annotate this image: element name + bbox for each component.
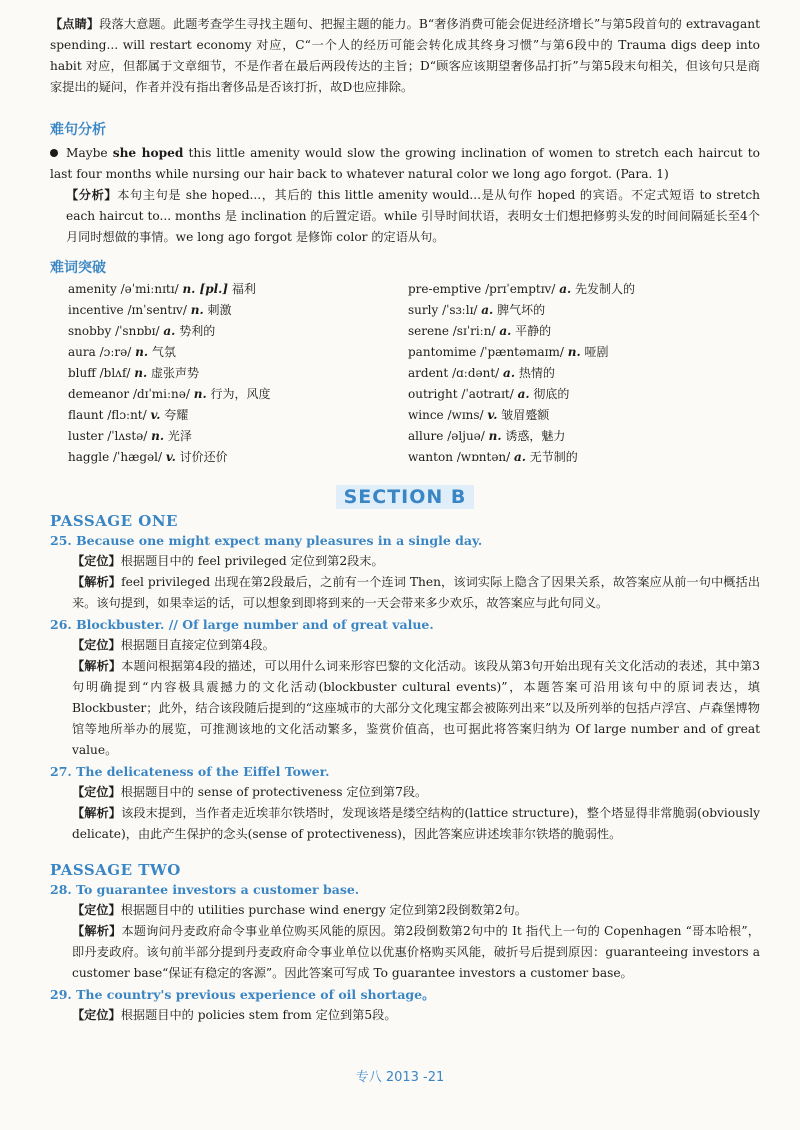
vocab-ipa: /ˈaʊtraɪt/: [461, 387, 514, 401]
bullet-icon: [50, 149, 58, 157]
passage-one-heading: PASSAGE ONE: [50, 512, 178, 530]
locate-text: 根据题目中的 sense of protectiveness 定位到第7段。: [120, 785, 428, 799]
vocab-ipa: /ɪnˈsentɪv/: [127, 303, 187, 317]
explain-text: 本题询问丹麦政府命令事业单位购买风能的原因。第2段倒数第2句中的 It 指代上一句的 Copenhagen “哥本哈根”，即丹麦政府。该句前半部分提到丹麦政府命令事业单位以优惠价格购买风能，破折号后提到原因：guaranteeing investors a customer base“保证有稳定的客源”。因此答案可写成 To guarantee investors a customer base。: [72, 924, 760, 980]
passage-one: [50, 512, 760, 845]
question-27-title: 27. The delicateness of the Eiffel Tower.: [50, 764, 330, 779]
vocab-meaning: 无节制的: [529, 450, 578, 464]
vocab-pos: a.: [481, 303, 494, 317]
explain-tag: 【解析】: [72, 575, 122, 589]
vocab-word: aura: [68, 345, 96, 359]
vocab-meaning: 光泽: [167, 429, 192, 443]
locate-tag: 【定位】: [72, 903, 121, 917]
vocab-ipa: /blʌf/: [99, 366, 131, 380]
q27-locate: [50, 782, 760, 803]
vocab-word: bluff: [68, 366, 96, 380]
vocab-meaning: 讨价还价: [179, 450, 228, 464]
vocab-word: ardent: [408, 366, 449, 380]
vocab-meaning: 彻底的: [533, 387, 570, 401]
vocab-entry: [408, 279, 748, 300]
vocab-entry: [68, 405, 408, 426]
locate-tag: 【定位】: [72, 785, 121, 799]
vocab-entry: [68, 426, 408, 447]
key-point-tag: 【点睛】: [50, 17, 100, 31]
vocab-pos: n. [pl.]: [182, 282, 229, 296]
vocab-meaning: 福利: [231, 282, 256, 296]
vocab-entry: [408, 342, 748, 363]
vocab-pos: a.: [503, 366, 515, 380]
vocab-ipa: /ˈpæntəmaɪm/: [480, 345, 564, 359]
vocab-word: wince: [408, 408, 444, 422]
vocab-pos: a.: [514, 450, 526, 464]
vocab-meaning: 势利的: [179, 324, 216, 338]
vocab-word: luster: [68, 429, 104, 443]
vocab-ipa: /prɪˈemptɪv/: [485, 282, 556, 296]
analysis-tag: 【分析】: [66, 188, 118, 202]
vocabulary-block: [50, 257, 760, 468]
vocab-word: surly: [408, 303, 439, 317]
vocab-meaning: 皱眉蹙额: [501, 408, 550, 422]
q26-locate: [50, 635, 760, 656]
q28-explain: [50, 921, 760, 984]
vocab-ipa: /ˈsnɒbɪ/: [115, 324, 160, 338]
vocab-word: pre-emptive: [408, 282, 482, 296]
vocab-meaning: 热情的: [518, 366, 555, 380]
locate-tag: 【定位】: [72, 638, 121, 652]
vocab-entry: [68, 384, 408, 405]
vocab-entry: [408, 426, 748, 447]
section-b-title-wrap: [50, 486, 760, 508]
vocab-entry: [408, 405, 748, 426]
vocab-pos: v.: [150, 408, 161, 422]
vocab-entry: [68, 363, 408, 384]
vocab-pos: v.: [487, 408, 498, 422]
passage-two-heading: PASSAGE TWO: [50, 861, 181, 879]
locate-text: 根据题目中的 feel privileged 定位到第2段末。: [120, 554, 384, 568]
q26-explain: [50, 656, 760, 761]
vocab-entry: [408, 447, 748, 468]
vocab-ipa: /ˈsɜːlɪ/: [442, 303, 478, 317]
vocab-word: demeanor: [68, 387, 130, 401]
question-28-title: 28. To guarantee investors a customer base.: [50, 882, 360, 897]
top-paragraph: [50, 14, 760, 98]
q29-locate: [50, 1005, 760, 1026]
vocab-word: serene: [408, 324, 449, 338]
vocab-word: pantomime: [408, 345, 477, 359]
locate-tag: 【定位】: [72, 1008, 121, 1022]
vocab-entry: [408, 363, 748, 384]
vocab-ipa: /əˈmiːnɪtɪ/: [120, 282, 179, 296]
page-footer: 专八 2013 -21: [355, 1070, 445, 1085]
sentence-part: this little amenity would slow the growing inclination of women to stretch each haircut to last four months while nursing our hair back to whatever natural color we long ago forgot. (Para. 1): [50, 146, 760, 181]
vocab-pos: a.: [559, 282, 572, 296]
explain-tag: 【解析】: [72, 924, 122, 938]
vocab-meaning: 气氛: [151, 345, 176, 359]
q25-locate: [50, 551, 760, 572]
key-point-text: 段落大意题。此题考查学生寻找主题句、把握主题的能力。B“奢侈消费可能会促进经济增长”与第5段首句的 extravagant spending... will restart economy 对应，C“一个人的经历可能会转化成其终身习惯”与第6段中的 Trauma digs deep into habit 对应，但都属于文章细节，不是作者在最后两段传达的主旨；D“顾客应该期望奢侈品打折”与第5段末句相关，但该句只是商家提出的疑问，作者并没有指出奢侈品是否该打折，故D也应排除。: [50, 17, 760, 94]
vocab-ipa: /əljuə/: [447, 429, 485, 443]
vocab-ipa: /ɔːrə/: [99, 345, 132, 359]
vocab-pos: a.: [499, 324, 512, 338]
vocab-word: snobby: [68, 324, 112, 338]
vocab-word: amenity: [68, 282, 117, 296]
vocabulary-list: [50, 279, 760, 468]
vocab-ipa: /flɔːnt/: [107, 408, 147, 422]
section-title: SECTION B: [336, 485, 475, 509]
vocab-pos: n.: [488, 429, 502, 443]
vocab-word: outright: [408, 387, 458, 401]
locate-tag: 【定位】: [72, 554, 121, 568]
vocab-entry: [68, 321, 408, 342]
vocab-meaning: 脾气坏的: [497, 303, 546, 317]
explain-tag: 【解析】: [72, 659, 122, 673]
vocab-pos: n.: [151, 429, 165, 443]
vocab-meaning: 刺激: [207, 303, 232, 317]
question-26-title: 26. Blockbuster. // Of large number and of great value.: [50, 617, 434, 632]
vocab-word: incentive: [68, 303, 124, 317]
vocab-meaning: 夸耀: [164, 408, 189, 422]
vocab-ipa: /dɪˈmiːnə/: [132, 387, 190, 401]
q25-explain: [50, 572, 760, 614]
vocab-entry: [408, 384, 748, 405]
vocab-entry: [68, 279, 408, 300]
vocab-pos: n.: [134, 366, 148, 380]
vocab-entry: [408, 321, 748, 342]
q27-explain: [50, 803, 760, 845]
vocab-entry: [408, 300, 748, 321]
vocab-meaning: 虚张声势: [151, 366, 200, 380]
sentence-part: Maybe: [66, 146, 113, 160]
question-25-title: 25. Because one might expect many pleasures in a single day.: [50, 533, 483, 548]
vocab-meaning: 诱惑，魅力: [505, 429, 566, 443]
vocab-entry: [68, 342, 408, 363]
vocab-meaning: 平静的: [515, 324, 552, 338]
vocab-entry: [68, 300, 408, 321]
vocab-entry: [68, 447, 408, 468]
vocab-word: flaunt: [68, 408, 104, 422]
vocab-pos: a.: [517, 387, 530, 401]
vocab-ipa: /sɪˈriːn/: [452, 324, 496, 338]
sentence-bold-part: she hoped: [112, 146, 184, 160]
vocabulary-heading: 难词突破: [50, 260, 106, 276]
vocab-pos: v.: [165, 450, 176, 464]
explain-text: 本题问根据第4段的描述，可以用什么词来形容巴黎的文化活动。该段从第3句开始出现有关文化活动的表述，其中第3句明确提到“内容极具震撼力的文化活动(blockbuster cultural events)”，本题答案可沿用该句中的原词表达，填 Blockbuster；此外，结合该段随后提到的“这座城市的大部分文化瑰宝都会被陈列出来”以及所列举的包括卢浮宫、卢森堡博物馆等地所举办的展览，可推测该地的文化活动繁多，鉴赏价值高，也可据此将答案归纳为 Of large number and of great value。: [72, 659, 761, 757]
explain-text: 该段末提到，当作者走近埃菲尔铁塔时，发现该塔是缕空结构的(lattice structure)，整个塔显得非常脆弱(obviously delicate)，由此产生保护的念头(sense of protectiveness)，因此答案应讲述埃菲尔铁塔的脆弱性。: [72, 806, 761, 841]
example-sentence: [50, 143, 760, 185]
difficult-sentence-heading: 难句分析: [50, 122, 106, 138]
difficult-sentence-block: [50, 119, 760, 248]
q28-locate: [50, 900, 760, 921]
vocab-pos: a.: [163, 324, 176, 338]
analysis-text: 本句主句是 she hoped...，其后的 this little amenity would...是从句作 hoped 的宾语。不定式短语 to stretch each haircut to... months 是 inclination 的后置定语。while 引导时间状语，表明女士们想把修剪头发的时间间隔延长至4个月同时想做的事情。we long ago forgot 是修饰 color 的定语从句。: [66, 188, 761, 244]
vocab-ipa: /ɑːdənt/: [452, 366, 500, 380]
vocab-word: haggle: [68, 450, 110, 464]
vocab-ipa: /wɪns/: [447, 408, 484, 422]
locate-text: 根据题目直接定位到第4段。: [120, 638, 275, 652]
passage-two: [50, 861, 760, 1026]
vocab-ipa: /ˈlʌstə/: [107, 429, 148, 443]
question-29-title: 29. The country's previous experience of oil shortage。: [50, 987, 435, 1002]
vocab-word: wanton: [408, 450, 453, 464]
vocab-pos: n.: [190, 303, 204, 317]
vocab-ipa: /ˈhægəl/: [113, 450, 163, 464]
vocab-pos: n.: [135, 345, 149, 359]
analysis-paragraph: [50, 185, 760, 248]
vocab-word: allure: [408, 429, 444, 443]
locate-text: 根据题目中的 policies stem from 定位到第5段。: [120, 1008, 397, 1022]
vocab-meaning: 哑剧: [584, 345, 609, 359]
vocab-meaning: 行为，风度: [210, 387, 271, 401]
vocab-meaning: 先发制人的: [574, 282, 635, 296]
key-point-paragraph: [50, 14, 760, 98]
explain-tag: 【解析】: [72, 806, 122, 820]
explain-text: feel privileged 出现在第2段最后，之前有一个连词 Then，该词实际上隐含了因果关系，故答案应从前一句中概括出来。该句提到，如果幸运的话，可以想象到即将到来的一天会带来多少欢乐，故答案应与此句同义。: [72, 575, 761, 610]
vocab-ipa: /wɒntən/: [456, 450, 511, 464]
vocab-pos: n.: [193, 387, 207, 401]
vocab-pos: n.: [567, 345, 581, 359]
locate-text: 根据题目中的 utilities purchase wind energy 定位到第2段倒数第2句。: [120, 903, 527, 917]
